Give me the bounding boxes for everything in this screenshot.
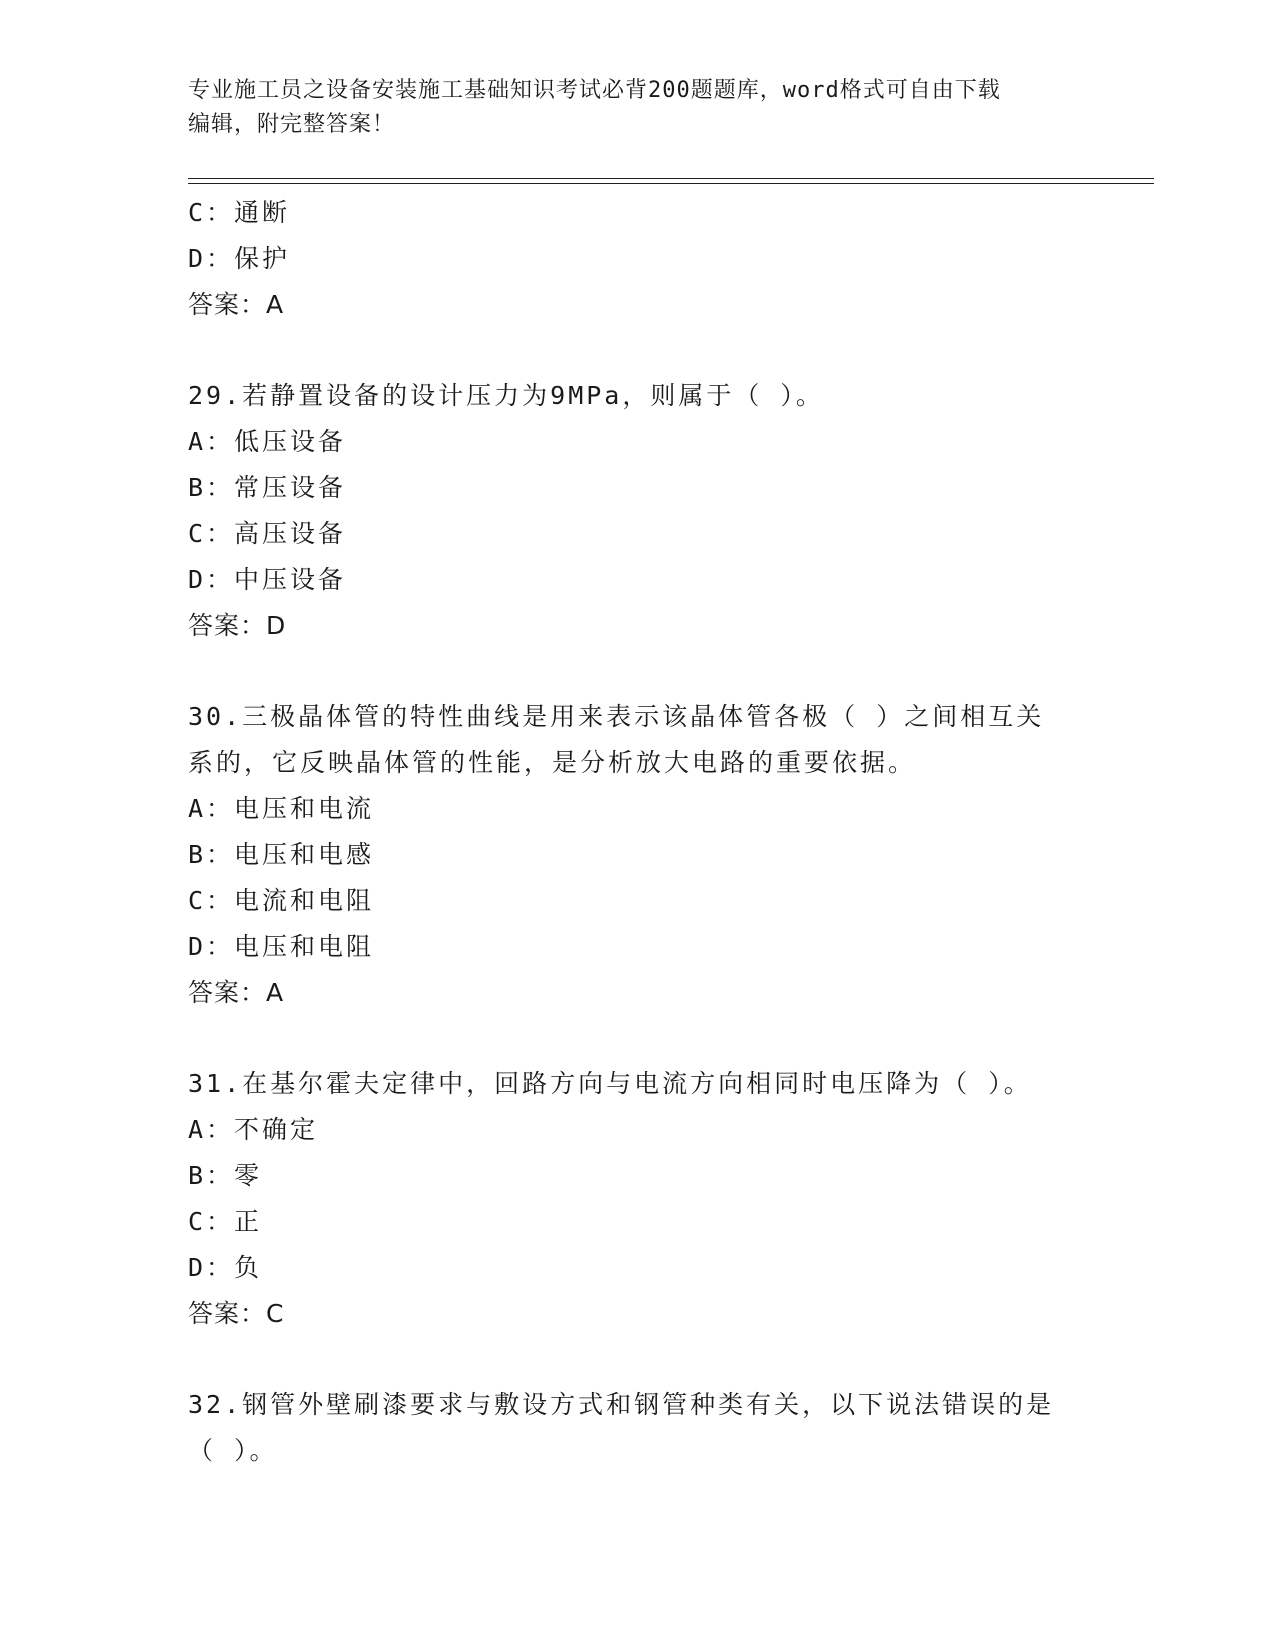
question-block-30 <box>188 694 1108 1016</box>
question-list <box>188 190 1108 1474</box>
option-c: C：通断 <box>188 198 291 227</box>
header-line-2: 编辑，附完整答案！ <box>188 112 396 137</box>
question-block-31 <box>188 1061 1108 1337</box>
option-d: D：电压和电阻 <box>188 932 375 961</box>
question-stem-line-1: 30.三极晶体管的特性曲线是用来表示该晶体管各极（ ）之间相互关 <box>188 702 1045 731</box>
answer-line: 答案：C <box>188 1299 285 1328</box>
question-block-prev <box>188 190 1108 328</box>
option-a: A：电压和电流 <box>188 794 375 823</box>
block-spacer <box>188 328 1108 373</box>
option-b: B：电压和电感 <box>188 840 375 869</box>
question-block-29 <box>188 373 1108 649</box>
option-d: D：中压设备 <box>188 565 347 594</box>
header-divider-top <box>188 178 1154 179</box>
question-stem-line-2: （ ）。 <box>188 1436 278 1465</box>
block-spacer <box>188 1337 1108 1382</box>
answer-line: 答案：D <box>188 611 287 640</box>
document-header <box>188 74 1088 142</box>
option-d: D：负 <box>188 1253 263 1282</box>
answer-line: 答案：A <box>188 978 285 1007</box>
question-stem: 29.若静置设备的设计压力为9MPa，则属于（ ）。 <box>188 381 824 410</box>
option-d: D：保护 <box>188 244 291 273</box>
option-c: C：电流和电阻 <box>188 886 375 915</box>
option-c: C：高压设备 <box>188 519 347 548</box>
header-divider-bottom <box>188 183 1154 184</box>
question-stem-line-2: 系的，它反映晶体管的性能，是分析放大电路的重要依据。 <box>188 748 917 777</box>
block-spacer <box>188 649 1108 694</box>
answer-line: 答案：A <box>188 290 285 319</box>
header-line-1: 专业施工员之设备安装施工基础知识考试必背200题题库，word格式可自由下载 <box>188 78 1001 103</box>
block-spacer <box>188 1016 1108 1061</box>
question-block-32 <box>188 1382 1108 1474</box>
option-c: C：正 <box>188 1207 263 1236</box>
question-stem-line-1: 32.钢管外壁刷漆要求与敷设方式和钢管种类有关，以下说法错误的是 <box>188 1390 1055 1419</box>
option-b: B：常压设备 <box>188 473 347 502</box>
option-a: A：低压设备 <box>188 427 347 456</box>
option-a: A：不确定 <box>188 1115 319 1144</box>
option-b: B：零 <box>188 1161 263 1190</box>
question-stem: 31.在基尔霍夫定律中，回路方向与电流方向相同时电压降为（ ）。 <box>188 1069 1032 1098</box>
